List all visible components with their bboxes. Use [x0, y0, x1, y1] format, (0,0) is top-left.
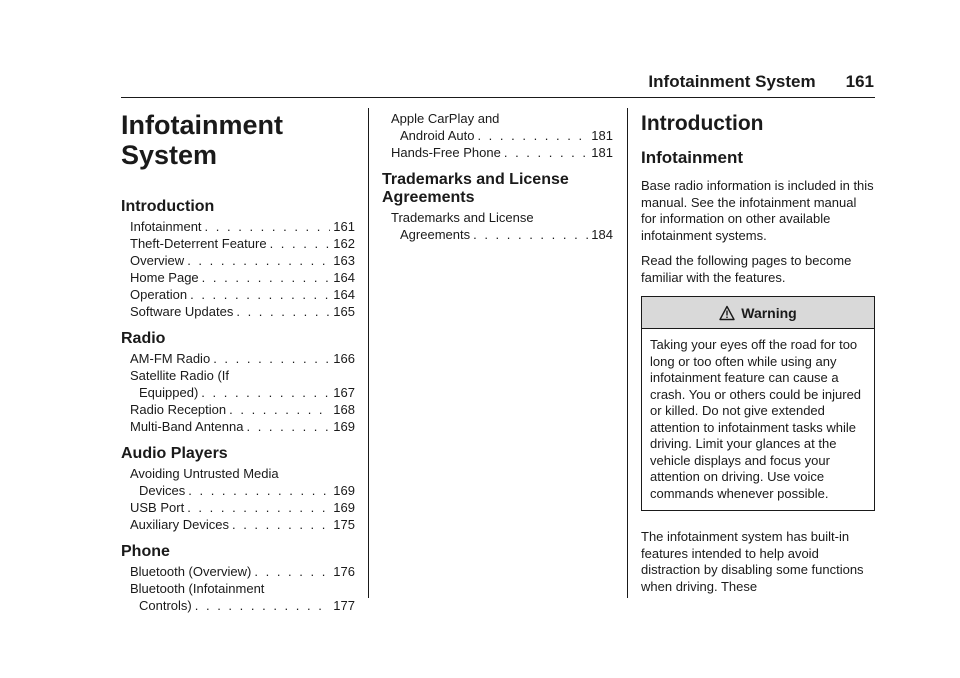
toc-entry[interactable]: Overview . . . 163 — [121, 252, 355, 269]
toc-section-phone: Phone — [121, 543, 170, 560]
toc-entry[interactable]: Devices . . . 169 — [121, 482, 355, 499]
paragraph: Read the following pages to become familiar with the features. — [641, 253, 852, 285]
toc-column-1 — [121, 110, 355, 614]
toc-entry[interactable]: Operation . . . 164 — [121, 286, 355, 303]
toc-entry[interactable]: Auxiliary Devices . . . 175 — [121, 516, 355, 533]
toc-entry[interactable]: Bluetooth (Overview) . . . 176 — [121, 563, 355, 580]
warning-text: Taking your eyes off the road for too long or too often while using any infotainment feature can cause a crash. You or others could be injured or killed. Do not give extended attention to infotainment tasks while driving. Limit your glances at the vehicle displays and focus your attention on driving. Use voice commands whenever possible. — [650, 337, 862, 501]
toc-entry-line1[interactable]: Avoiding Untrusted Media — [130, 466, 279, 481]
toc-section-introduction: Introduction — [121, 198, 215, 215]
warning-triangle-icon — [719, 305, 735, 321]
column-divider-2 — [627, 108, 628, 598]
toc-entry[interactable]: Agreements . . . 184 — [382, 226, 613, 243]
toc-entry[interactable]: Multi-Band Antenna . . . 169 — [121, 418, 355, 435]
toc-entry-line1[interactable]: Bluetooth (Infotainment — [130, 581, 265, 596]
chapter-title: Infotainment System — [121, 110, 283, 170]
content-title: Introduction — [641, 112, 764, 135]
warning-header — [642, 297, 874, 329]
toc-entry[interactable]: USB Port . . . 169 — [121, 499, 355, 516]
warning-box — [641, 296, 875, 511]
toc-entry-line1[interactable]: Trademarks and License — [391, 210, 534, 225]
paragraph: Base radio information is included in this manual. See the infotainment manual for information on other available infotainment systems. — [641, 178, 874, 243]
toc-entry[interactable]: Theft-Deterrent Feature . . . 162 — [121, 235, 355, 252]
paragraph: The infotainment system has built-in features intended to help avoid distraction by disabling some functions when driving. These — [641, 529, 864, 594]
running-header — [648, 72, 874, 92]
toc-section-radio: Radio — [121, 330, 166, 347]
content-column — [641, 110, 875, 604]
header-rule — [121, 97, 875, 98]
header-page-number: 161 — [845, 72, 874, 91]
toc-entry-line1[interactable]: Apple CarPlay and — [391, 111, 500, 126]
toc-section-audio-players: Audio Players — [121, 445, 228, 462]
toc-entry[interactable]: Infotainment . . . 161 — [121, 218, 355, 235]
toc-entry[interactable]: Home Page . . . 164 — [121, 269, 355, 286]
warning-label: Warning — [741, 304, 797, 321]
toc-entry-line1[interactable]: Satellite Radio (If — [130, 368, 229, 383]
toc-entry[interactable]: Radio Reception . . . 168 — [121, 401, 355, 418]
toc-entry[interactable]: Android Auto . . . 181 — [382, 127, 613, 144]
toc-column-2 — [382, 110, 613, 243]
toc-entry[interactable]: Equipped) . . . 167 — [121, 384, 355, 401]
content-subtitle: Infotainment — [641, 148, 743, 167]
toc-entry[interactable]: Hands-Free Phone . . . 181 — [382, 144, 613, 161]
column-divider-1 — [368, 108, 369, 598]
toc-section-trademarks: Trademarks and License Agreements — [382, 171, 569, 206]
toc-entry[interactable]: Software Updates . . . 165 — [121, 303, 355, 320]
header-section-title: Infotainment System — [648, 72, 816, 91]
toc-entry[interactable]: AM-FM Radio . . . 166 — [121, 350, 355, 367]
toc-entry[interactable]: Controls) . . . 177 — [121, 597, 355, 614]
